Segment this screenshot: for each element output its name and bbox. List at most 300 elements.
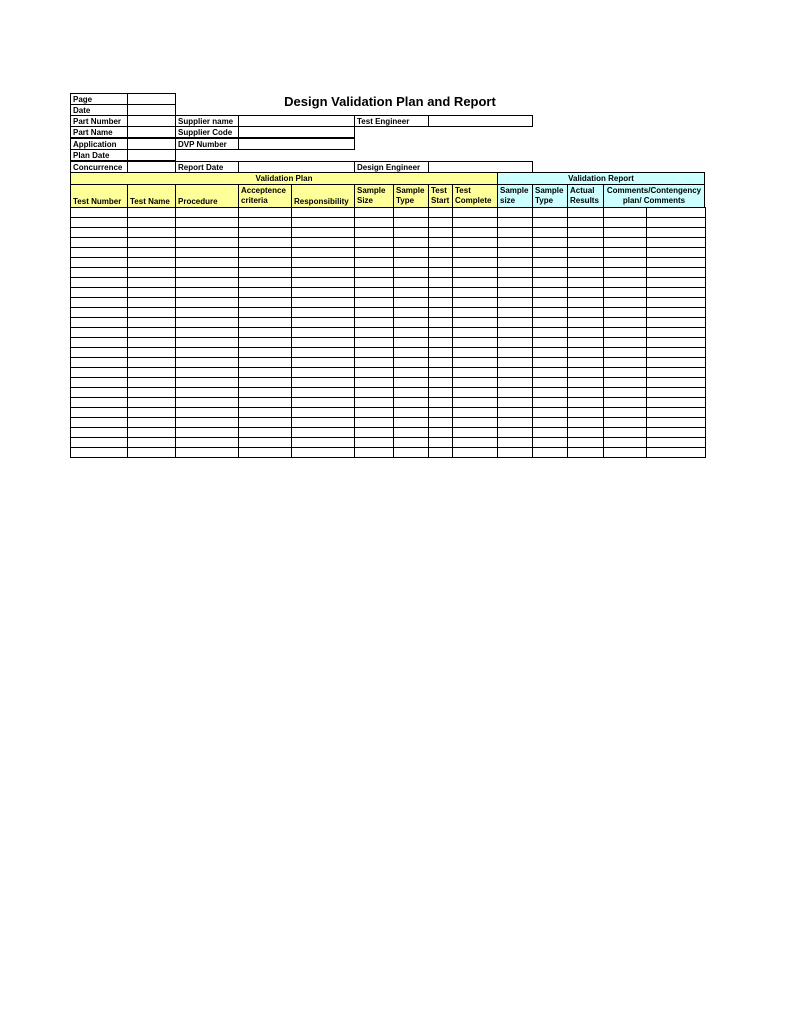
table-cell[interactable] <box>453 378 498 388</box>
table-cell[interactable] <box>355 208 394 218</box>
table-cell[interactable] <box>429 288 453 298</box>
table-cell[interactable] <box>429 278 453 288</box>
table-cell[interactable] <box>647 388 706 398</box>
table-cell[interactable] <box>429 328 453 338</box>
table-cell[interactable] <box>176 298 239 308</box>
table-cell[interactable] <box>568 368 604 378</box>
table-cell[interactable] <box>604 388 647 398</box>
table-cell[interactable] <box>239 378 292 388</box>
table-cell[interactable] <box>498 258 533 268</box>
table-cell[interactable] <box>71 228 128 238</box>
table-cell[interactable] <box>292 288 355 298</box>
table-cell[interactable] <box>292 328 355 338</box>
table-cell[interactable] <box>647 288 706 298</box>
table-cell[interactable] <box>355 408 394 418</box>
table-cell[interactable] <box>429 238 453 248</box>
table-cell[interactable] <box>604 448 647 458</box>
table-cell[interactable] <box>394 358 429 368</box>
table-cell[interactable] <box>355 268 394 278</box>
table-cell[interactable] <box>453 328 498 338</box>
table-cell[interactable] <box>533 438 568 448</box>
table-cell[interactable] <box>647 348 706 358</box>
table-cell[interactable] <box>429 338 453 348</box>
table-cell[interactable] <box>498 268 533 278</box>
table-cell[interactable] <box>429 418 453 428</box>
table-cell[interactable] <box>71 318 128 328</box>
table-cell[interactable] <box>429 408 453 418</box>
table-cell[interactable] <box>292 348 355 358</box>
table-cell[interactable] <box>568 438 604 448</box>
table-cell[interactable] <box>128 428 176 438</box>
table-cell[interactable] <box>239 338 292 348</box>
table-cell[interactable] <box>176 338 239 348</box>
table-cell[interactable] <box>239 388 292 398</box>
table-cell[interactable] <box>604 398 647 408</box>
table-cell[interactable] <box>429 388 453 398</box>
table-cell[interactable] <box>394 248 429 258</box>
table-cell[interactable] <box>429 298 453 308</box>
table-cell[interactable] <box>239 368 292 378</box>
table-cell[interactable] <box>533 218 568 228</box>
table-cell[interactable] <box>453 208 498 218</box>
table-cell[interactable] <box>128 288 176 298</box>
table-cell[interactable] <box>71 428 128 438</box>
table-cell[interactable] <box>604 288 647 298</box>
table-cell[interactable] <box>604 348 647 358</box>
table-cell[interactable] <box>355 318 394 328</box>
table-cell[interactable] <box>604 368 647 378</box>
table-cell[interactable] <box>355 348 394 358</box>
table-cell[interactable] <box>355 328 394 338</box>
table-cell[interactable] <box>128 278 176 288</box>
table-cell[interactable] <box>394 398 429 408</box>
table-cell[interactable] <box>71 268 128 278</box>
table-cell[interactable] <box>647 248 706 258</box>
table-cell[interactable] <box>647 338 706 348</box>
table-cell[interactable] <box>568 218 604 228</box>
table-cell[interactable] <box>604 278 647 288</box>
table-cell[interactable] <box>176 248 239 258</box>
table-cell[interactable] <box>239 438 292 448</box>
table-cell[interactable] <box>394 418 429 428</box>
table-cell[interactable] <box>533 258 568 268</box>
table-cell[interactable] <box>239 208 292 218</box>
table-cell[interactable] <box>176 428 239 438</box>
table-cell[interactable] <box>394 348 429 358</box>
table-cell[interactable] <box>568 378 604 388</box>
test-engineer-field[interactable] <box>428 115 533 127</box>
part-name-field[interactable] <box>127 126 176 138</box>
table-cell[interactable] <box>394 378 429 388</box>
table-cell[interactable] <box>355 378 394 388</box>
table-cell[interactable] <box>453 388 498 398</box>
table-cell[interactable] <box>453 238 498 248</box>
table-cell[interactable] <box>128 238 176 248</box>
table-cell[interactable] <box>292 378 355 388</box>
table-cell[interactable] <box>533 388 568 398</box>
table-cell[interactable] <box>429 358 453 368</box>
table-cell[interactable] <box>71 218 128 228</box>
table-cell[interactable] <box>568 308 604 318</box>
table-cell[interactable] <box>498 318 533 328</box>
table-cell[interactable] <box>128 298 176 308</box>
table-cell[interactable] <box>498 348 533 358</box>
table-cell[interactable] <box>568 448 604 458</box>
table-cell[interactable] <box>568 408 604 418</box>
table-cell[interactable] <box>498 238 533 248</box>
table-cell[interactable] <box>453 218 498 228</box>
table-cell[interactable] <box>176 288 239 298</box>
table-cell[interactable] <box>355 438 394 448</box>
table-cell[interactable] <box>453 348 498 358</box>
table-cell[interactable] <box>604 208 647 218</box>
table-cell[interactable] <box>533 238 568 248</box>
table-cell[interactable] <box>394 218 429 228</box>
table-cell[interactable] <box>292 208 355 218</box>
table-cell[interactable] <box>568 288 604 298</box>
table-cell[interactable] <box>176 328 239 338</box>
table-cell[interactable] <box>239 398 292 408</box>
table-cell[interactable] <box>355 448 394 458</box>
table-cell[interactable] <box>71 328 128 338</box>
table-cell[interactable] <box>647 378 706 388</box>
table-cell[interactable] <box>647 408 706 418</box>
table-cell[interactable] <box>429 438 453 448</box>
table-cell[interactable] <box>292 298 355 308</box>
table-cell[interactable] <box>128 368 176 378</box>
table-cell[interactable] <box>239 428 292 438</box>
table-cell[interactable] <box>355 228 394 238</box>
table-cell[interactable] <box>429 308 453 318</box>
table-cell[interactable] <box>453 418 498 428</box>
table-cell[interactable] <box>498 378 533 388</box>
table-cell[interactable] <box>498 408 533 418</box>
table-cell[interactable] <box>239 278 292 288</box>
table-cell[interactable] <box>498 338 533 348</box>
table-cell[interactable] <box>355 388 394 398</box>
table-cell[interactable] <box>176 228 239 238</box>
table-cell[interactable] <box>394 328 429 338</box>
table-cell[interactable] <box>71 288 128 298</box>
table-cell[interactable] <box>604 228 647 238</box>
table-cell[interactable] <box>71 418 128 428</box>
table-cell[interactable] <box>568 248 604 258</box>
table-cell[interactable] <box>239 358 292 368</box>
table-cell[interactable] <box>604 378 647 388</box>
table-cell[interactable] <box>239 408 292 418</box>
table-cell[interactable] <box>533 208 568 218</box>
table-cell[interactable] <box>394 278 429 288</box>
table-cell[interactable] <box>568 398 604 408</box>
table-cell[interactable] <box>498 448 533 458</box>
table-cell[interactable] <box>498 298 533 308</box>
table-cell[interactable] <box>647 368 706 378</box>
table-cell[interactable] <box>533 428 568 438</box>
table-cell[interactable] <box>394 308 429 318</box>
table-cell[interactable] <box>533 398 568 408</box>
table-cell[interactable] <box>176 358 239 368</box>
table-cell[interactable] <box>394 408 429 418</box>
table-cell[interactable] <box>176 318 239 328</box>
table-cell[interactable] <box>71 238 128 248</box>
table-cell[interactable] <box>604 358 647 368</box>
table-cell[interactable] <box>239 238 292 248</box>
table-cell[interactable] <box>239 348 292 358</box>
table-cell[interactable] <box>647 268 706 278</box>
table-cell[interactable] <box>568 258 604 268</box>
table-cell[interactable] <box>647 428 706 438</box>
table-cell[interactable] <box>604 408 647 418</box>
table-cell[interactable] <box>647 218 706 228</box>
table-cell[interactable] <box>239 258 292 268</box>
table-cell[interactable] <box>292 368 355 378</box>
table-cell[interactable] <box>292 268 355 278</box>
table-cell[interactable] <box>647 318 706 328</box>
table-cell[interactable] <box>647 358 706 368</box>
table-cell[interactable] <box>355 238 394 248</box>
table-cell[interactable] <box>128 248 176 258</box>
table-cell[interactable] <box>429 208 453 218</box>
table-cell[interactable] <box>604 318 647 328</box>
table-cell[interactable] <box>604 438 647 448</box>
table-cell[interactable] <box>71 338 128 348</box>
table-cell[interactable] <box>128 338 176 348</box>
table-cell[interactable] <box>394 228 429 238</box>
table-cell[interactable] <box>647 438 706 448</box>
table-cell[interactable] <box>453 258 498 268</box>
table-cell[interactable] <box>292 248 355 258</box>
table-cell[interactable] <box>498 438 533 448</box>
table-cell[interactable] <box>128 408 176 418</box>
table-cell[interactable] <box>128 208 176 218</box>
table-cell[interactable] <box>429 368 453 378</box>
table-cell[interactable] <box>453 428 498 438</box>
supplier-code-field[interactable] <box>238 126 355 138</box>
table-cell[interactable] <box>647 238 706 248</box>
table-cell[interactable] <box>533 418 568 428</box>
table-cell[interactable] <box>453 448 498 458</box>
table-cell[interactable] <box>355 368 394 378</box>
table-cell[interactable] <box>71 378 128 388</box>
table-cell[interactable] <box>498 388 533 398</box>
table-cell[interactable] <box>498 428 533 438</box>
table-cell[interactable] <box>355 248 394 258</box>
table-cell[interactable] <box>453 308 498 318</box>
table-cell[interactable] <box>355 298 394 308</box>
table-cell[interactable] <box>355 338 394 348</box>
table-cell[interactable] <box>71 298 128 308</box>
table-cell[interactable] <box>176 348 239 358</box>
table-cell[interactable] <box>453 268 498 278</box>
table-cell[interactable] <box>128 378 176 388</box>
table-cell[interactable] <box>71 358 128 368</box>
table-cell[interactable] <box>498 368 533 378</box>
table-cell[interactable] <box>453 438 498 448</box>
table-cell[interactable] <box>429 348 453 358</box>
table-cell[interactable] <box>128 438 176 448</box>
table-cell[interactable] <box>453 298 498 308</box>
table-cell[interactable] <box>292 428 355 438</box>
table-cell[interactable] <box>292 448 355 458</box>
table-cell[interactable] <box>533 348 568 358</box>
table-cell[interactable] <box>71 438 128 448</box>
table-cell[interactable] <box>176 278 239 288</box>
table-cell[interactable] <box>71 308 128 318</box>
table-cell[interactable] <box>568 238 604 248</box>
table-cell[interactable] <box>71 398 128 408</box>
table-cell[interactable] <box>292 398 355 408</box>
table-cell[interactable] <box>429 218 453 228</box>
table-cell[interactable] <box>533 328 568 338</box>
table-cell[interactable] <box>533 408 568 418</box>
table-cell[interactable] <box>128 348 176 358</box>
table-cell[interactable] <box>128 328 176 338</box>
table-cell[interactable] <box>429 428 453 438</box>
table-cell[interactable] <box>71 208 128 218</box>
table-cell[interactable] <box>647 398 706 408</box>
table-cell[interactable] <box>647 258 706 268</box>
table-cell[interactable] <box>533 248 568 258</box>
table-cell[interactable] <box>604 418 647 428</box>
table-cell[interactable] <box>176 418 239 428</box>
table-cell[interactable] <box>355 218 394 228</box>
table-cell[interactable] <box>498 418 533 428</box>
table-cell[interactable] <box>355 288 394 298</box>
table-cell[interactable] <box>394 208 429 218</box>
table-cell[interactable] <box>568 208 604 218</box>
table-cell[interactable] <box>533 228 568 238</box>
table-cell[interactable] <box>568 318 604 328</box>
table-cell[interactable] <box>239 218 292 228</box>
table-cell[interactable] <box>568 388 604 398</box>
table-cell[interactable] <box>292 258 355 268</box>
table-cell[interactable] <box>71 278 128 288</box>
table-cell[interactable] <box>568 338 604 348</box>
table-cell[interactable] <box>239 298 292 308</box>
table-cell[interactable] <box>176 238 239 248</box>
table-cell[interactable] <box>176 368 239 378</box>
table-cell[interactable] <box>394 368 429 378</box>
table-cell[interactable] <box>429 448 453 458</box>
table-cell[interactable] <box>71 248 128 258</box>
table-cell[interactable] <box>568 328 604 338</box>
table-cell[interactable] <box>647 298 706 308</box>
table-cell[interactable] <box>176 378 239 388</box>
table-cell[interactable] <box>394 338 429 348</box>
table-cell[interactable] <box>453 278 498 288</box>
table-cell[interactable] <box>292 318 355 328</box>
table-cell[interactable] <box>568 428 604 438</box>
table-cell[interactable] <box>71 448 128 458</box>
table-cell[interactable] <box>128 308 176 318</box>
table-cell[interactable] <box>498 228 533 238</box>
table-cell[interactable] <box>604 428 647 438</box>
table-cell[interactable] <box>355 398 394 408</box>
table-cell[interactable] <box>533 338 568 348</box>
table-cell[interactable] <box>647 448 706 458</box>
table-cell[interactable] <box>128 268 176 278</box>
table-cell[interactable] <box>176 308 239 318</box>
table-cell[interactable] <box>128 228 176 238</box>
table-cell[interactable] <box>292 438 355 448</box>
table-cell[interactable] <box>176 208 239 218</box>
table-cell[interactable] <box>239 228 292 238</box>
table-cell[interactable] <box>568 268 604 278</box>
table-cell[interactable] <box>394 238 429 248</box>
table-cell[interactable] <box>176 258 239 268</box>
table-cell[interactable] <box>394 388 429 398</box>
table-cell[interactable] <box>533 378 568 388</box>
table-cell[interactable] <box>429 318 453 328</box>
table-cell[interactable] <box>429 398 453 408</box>
table-cell[interactable] <box>239 308 292 318</box>
table-cell[interactable] <box>453 358 498 368</box>
table-cell[interactable] <box>128 258 176 268</box>
table-cell[interactable] <box>604 258 647 268</box>
table-cell[interactable] <box>604 268 647 278</box>
table-cell[interactable] <box>498 288 533 298</box>
table-cell[interactable] <box>176 268 239 278</box>
table-cell[interactable] <box>128 448 176 458</box>
table-cell[interactable] <box>568 228 604 238</box>
table-cell[interactable] <box>355 278 394 288</box>
table-cell[interactable] <box>394 448 429 458</box>
table-cell[interactable] <box>568 418 604 428</box>
table-cell[interactable] <box>128 388 176 398</box>
table-cell[interactable] <box>453 408 498 418</box>
table-cell[interactable] <box>498 328 533 338</box>
table-cell[interactable] <box>355 258 394 268</box>
table-cell[interactable] <box>394 268 429 278</box>
table-cell[interactable] <box>647 208 706 218</box>
table-cell[interactable] <box>647 308 706 318</box>
table-cell[interactable] <box>498 308 533 318</box>
table-cell[interactable] <box>71 258 128 268</box>
table-cell[interactable] <box>604 218 647 228</box>
table-cell[interactable] <box>533 308 568 318</box>
table-cell[interactable] <box>239 248 292 258</box>
table-cell[interactable] <box>533 288 568 298</box>
table-cell[interactable] <box>239 268 292 278</box>
table-cell[interactable] <box>176 218 239 228</box>
table-cell[interactable] <box>453 338 498 348</box>
table-cell[interactable] <box>128 358 176 368</box>
table-cell[interactable] <box>176 388 239 398</box>
table-cell[interactable] <box>453 368 498 378</box>
table-cell[interactable] <box>128 398 176 408</box>
table-cell[interactable] <box>239 328 292 338</box>
table-cell[interactable] <box>604 338 647 348</box>
table-cell[interactable] <box>453 248 498 258</box>
table-cell[interactable] <box>498 208 533 218</box>
table-cell[interactable] <box>498 278 533 288</box>
table-cell[interactable] <box>453 398 498 408</box>
table-cell[interactable] <box>394 258 429 268</box>
table-cell[interactable] <box>292 358 355 368</box>
table-cell[interactable] <box>533 448 568 458</box>
table-cell[interactable] <box>647 418 706 428</box>
table-cell[interactable] <box>453 318 498 328</box>
table-cell[interactable] <box>394 298 429 308</box>
table-cell[interactable] <box>71 408 128 418</box>
table-cell[interactable] <box>239 318 292 328</box>
table-cell[interactable] <box>429 378 453 388</box>
table-cell[interactable] <box>453 228 498 238</box>
table-cell[interactable] <box>647 278 706 288</box>
table-cell[interactable] <box>292 408 355 418</box>
table-cell[interactable] <box>568 298 604 308</box>
table-cell[interactable] <box>533 358 568 368</box>
